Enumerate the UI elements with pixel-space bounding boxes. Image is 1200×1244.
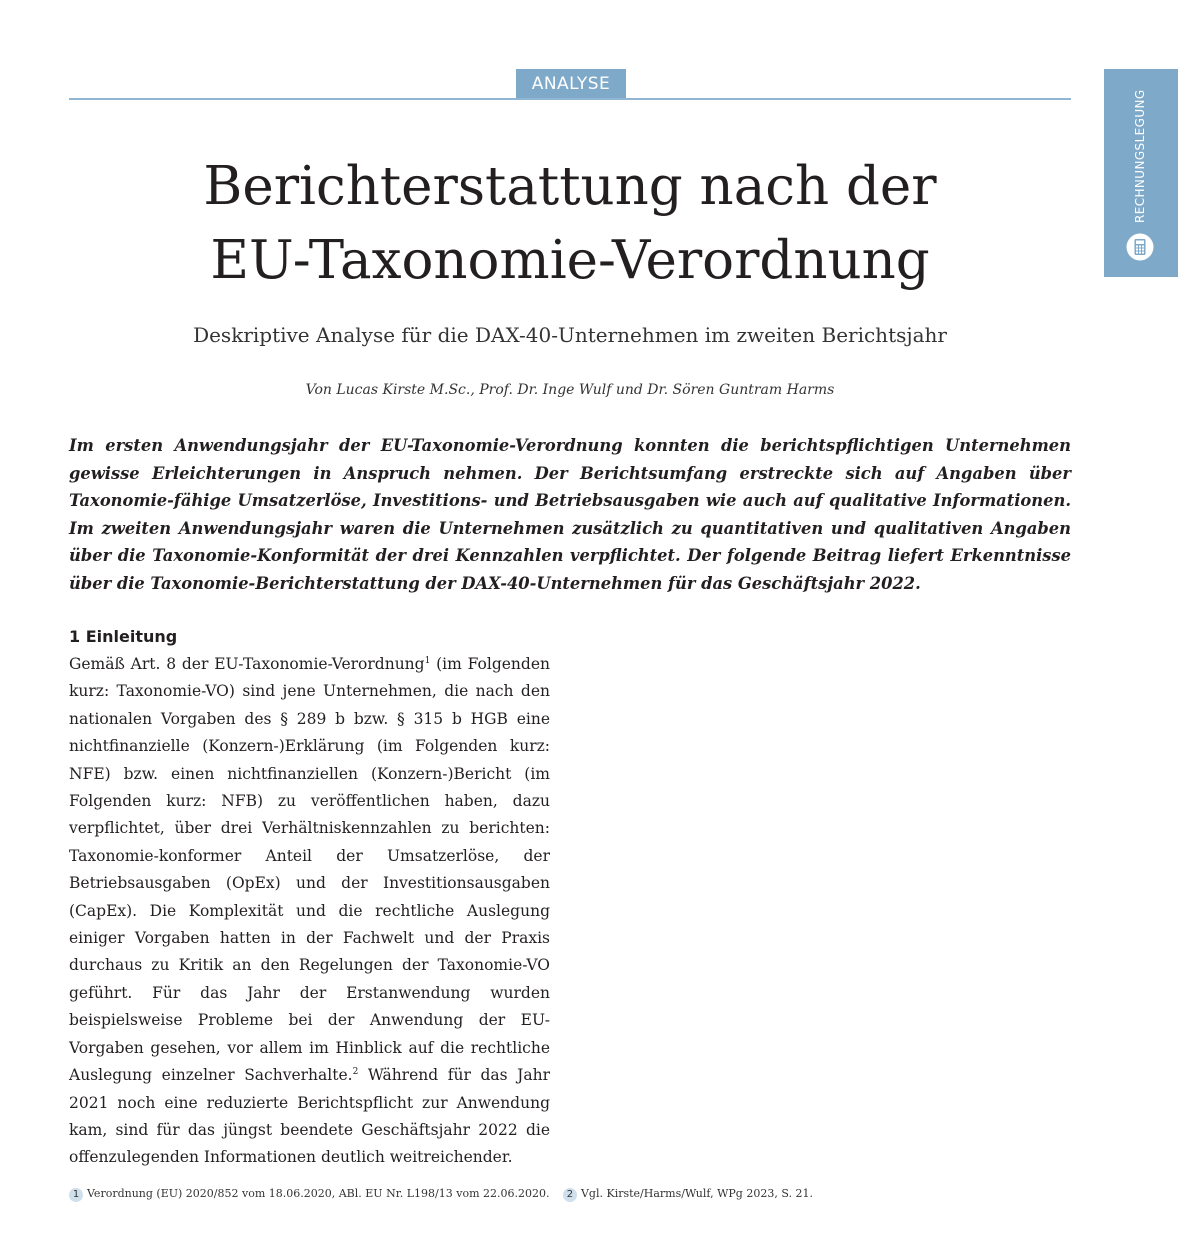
footnote-1-number: 1 bbox=[69, 1188, 83, 1202]
title-line-1: Berichterstattung nach der bbox=[203, 156, 937, 217]
footnote-1 bbox=[69, 1187, 549, 1200]
article-authors: Von Lucas Kirste M.Sc., Prof. Dr. Inge Wulf und Dr. Sören Guntram Harms bbox=[305, 382, 835, 398]
footnote-ref-1[interactable]: 1 bbox=[424, 655, 431, 666]
side-tab bbox=[1104, 69, 1178, 277]
footnote-ref-2[interactable]: 2 bbox=[352, 1066, 359, 1077]
title-line-2: EU-Taxonomie-Verordnung bbox=[210, 230, 930, 291]
body-paragraph-1 bbox=[69, 651, 550, 1172]
footnote-2 bbox=[563, 1187, 813, 1200]
article-abstract: Im ersten Anwendungsjahr der EU-Taxonomie-Verordnung konnten die berichtspflichtigen Unternehmen gewisse Erleichterungen in Anspruch nehmen. Der Berichtsumfang erstreckte sich auf Angaben über Taxonomie-fähige Umsatzerlöse, Investitions- und Betriebsausgaben wie auch auf qualitative Informationen. Im zweiten Anwendungsjahr waren die Unternehmen zusätzlich zu quantitativen und qualitativen Angaben über die Taxonomie-Konformität der drei Kennzahlen verpflichtet. Der folgende Beitrag liefert Erkenntnisse über die Taxonomie-Berichterstattung der DAX-40-Unternehmen für das Geschäftsjahr 2022. bbox=[69, 436, 1071, 593]
footnote-2-text: Vgl. Kirste/Harms/Wulf, WPg 2023, S. 21. bbox=[580, 1187, 813, 1200]
p1-part-c: Während für das Jahr 2021 noch eine reduzierte Berichtspflicht zur Anwendung kam, sind für das jüngst beendete Geschäftsjahr 2022 die offenzulegenden Informationen deutlich weitreichender. bbox=[69, 1066, 550, 1167]
footnote-2-number: 2 bbox=[563, 1188, 577, 1202]
article-title bbox=[69, 150, 1071, 298]
section-heading: 1 Einleitung bbox=[69, 627, 178, 646]
footnotes bbox=[69, 1185, 1071, 1203]
header-rule bbox=[69, 98, 1071, 100]
article-subtitle: Deskriptive Analyse für die DAX-40-Unternehmen im zweiten Berichtsjahr bbox=[193, 323, 947, 347]
calculator-icon bbox=[1126, 233, 1154, 261]
side-tab-label: RECHNUNGSLEGUNG bbox=[1133, 89, 1147, 223]
footnote-1-text: Verordnung (EU) 2020/852 vom 18.06.2020, ABl. EU Nr. L198/13 vom 22.06.2020. bbox=[87, 1187, 550, 1200]
p1-part-b: (im Folgenden kurz: Taxonomie-VO) sind jene Unternehmen, die nach den nationalen Vorgaben des § 289 b bzw. § 315 b HGB eine nichtfinanzielle (Konzern-)Erklärung (im Folgenden kurz: NFE) bzw. einen nichtfinanziellen (Konzern-)Bericht (im Folgenden kurz: NFB) zu veröffentlichen haben, dazu verpflichtet, über drei Verhältniskennzahlen zu berichten: Taxonomie-konformer Anteil der Umsatzerlöse, der Betriebsausgaben (OpEx) und der Investitionsausgaben (CapEx). Die Komplexität und die rechtliche Auslegung einiger Vorgaben hatten in der Fachwelt und der Praxis durchaus zu Kritik an den Regelungen der Taxonomie-VO geführt. Für das Jahr der Erstanwendung wurden beispielsweise Probleme bei der Anwendung der EU-Vorgaben gesehen, vor allem im Hinblick auf die rechtliche Auslegung einzelner Sachverhalte. bbox=[69, 655, 550, 1085]
section-tag: ANALYSE bbox=[516, 69, 626, 99]
p1-part-a: Gemäß Art. 8 der EU-Taxonomie-Verordnung bbox=[69, 655, 425, 673]
body-column-left bbox=[69, 623, 550, 1172]
